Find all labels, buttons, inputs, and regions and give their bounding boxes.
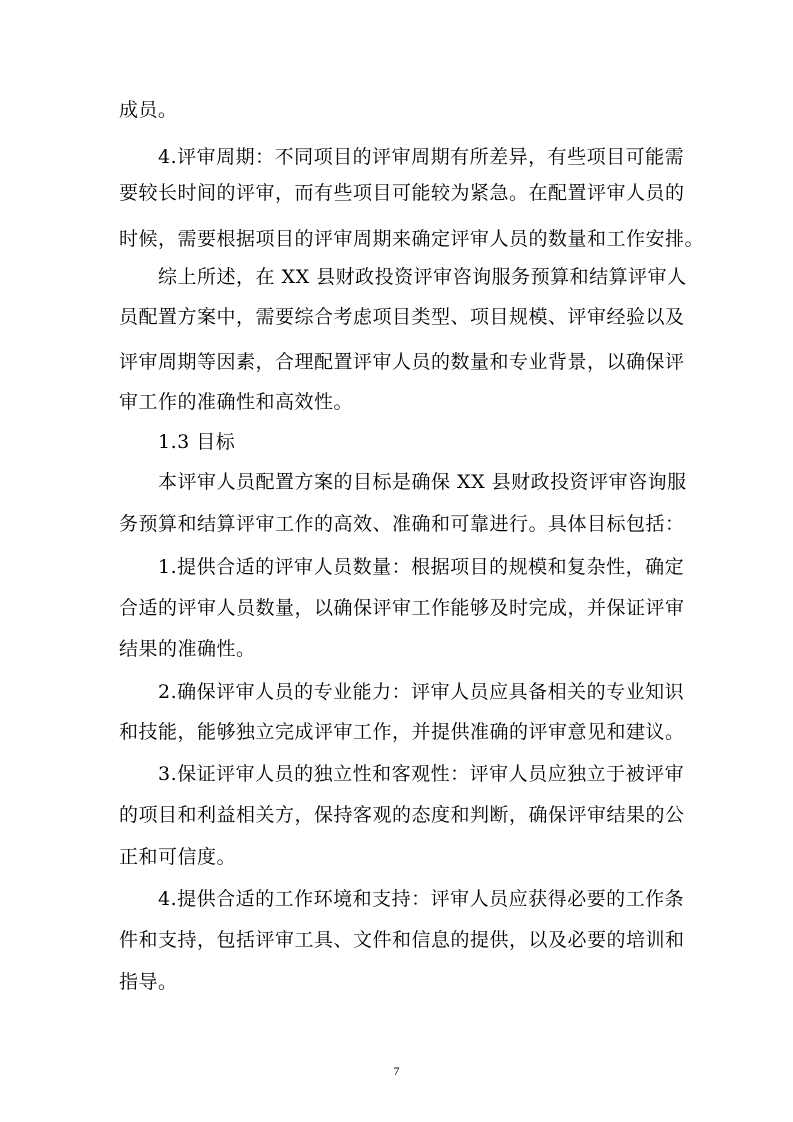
text-line: 时候，需要根据项目的评审周期来确定评审人员的数量和工作安排。: [119, 228, 705, 250]
text-line: 务预算和结算评审工作的高效、准确和可靠进行。具体目标包括：: [119, 513, 685, 535]
text-line: 4.评审周期：不同项目的评审周期有所差异，有些项目可能需: [158, 146, 685, 168]
text-line: 要较长时间的评审，而有些项目可能较为紧急。在配置评审人员的: [119, 182, 685, 204]
text-line: 4.提供合适的工作环境和支持：评审人员应获得必要的工作条: [158, 888, 685, 910]
text-line: 正和可信度。: [119, 846, 237, 868]
text-line: 1.提供合适的评审人员数量：根据项目的规模和复杂性，确定: [158, 556, 685, 578]
text-line: 合适的评审人员数量，以确保评审工作能够及时完成，并保证评审: [119, 597, 685, 619]
text-line: 3.保证评审人员的独立性和客观性：评审人员应独立于被评审: [158, 763, 685, 785]
section-heading: 1.3 目标: [158, 431, 236, 453]
text-line: 2.确保评审人员的专业能力：评审人员应具备相关的专业知识: [158, 681, 685, 703]
text-line: 本评审人员配置方案的目标是确保 XX 县财政投资评审咨询服: [158, 471, 687, 493]
text-line: 综上所述，在 XX 县财政投资评审咨询服务预算和结算评审人: [158, 266, 687, 288]
text-line: 和技能，能够独立完成评审工作，并提供准确的评审意见和建议。: [119, 721, 685, 743]
text-line: 评审周期等因素，合理配置评审人员的数量和专业背景，以确保评: [119, 351, 685, 373]
page-number: 7: [393, 1064, 400, 1078]
text-line: 成员。: [119, 99, 178, 121]
text-line: 员配置方案中，需要综合考虑项目类型、项目规模、评审经验以及: [119, 306, 685, 328]
text-line: 的项目和利益相关方，保持客观的态度和判断，确保评审结果的公: [119, 804, 685, 826]
text-line: 审工作的准确性和高效性。: [119, 391, 354, 413]
text-line: 指导。: [119, 971, 178, 993]
text-line: 件和支持，包括评审工具、文件和信息的提供，以及必要的培训和: [119, 929, 685, 951]
text-line: 结果的准确性。: [119, 638, 256, 660]
